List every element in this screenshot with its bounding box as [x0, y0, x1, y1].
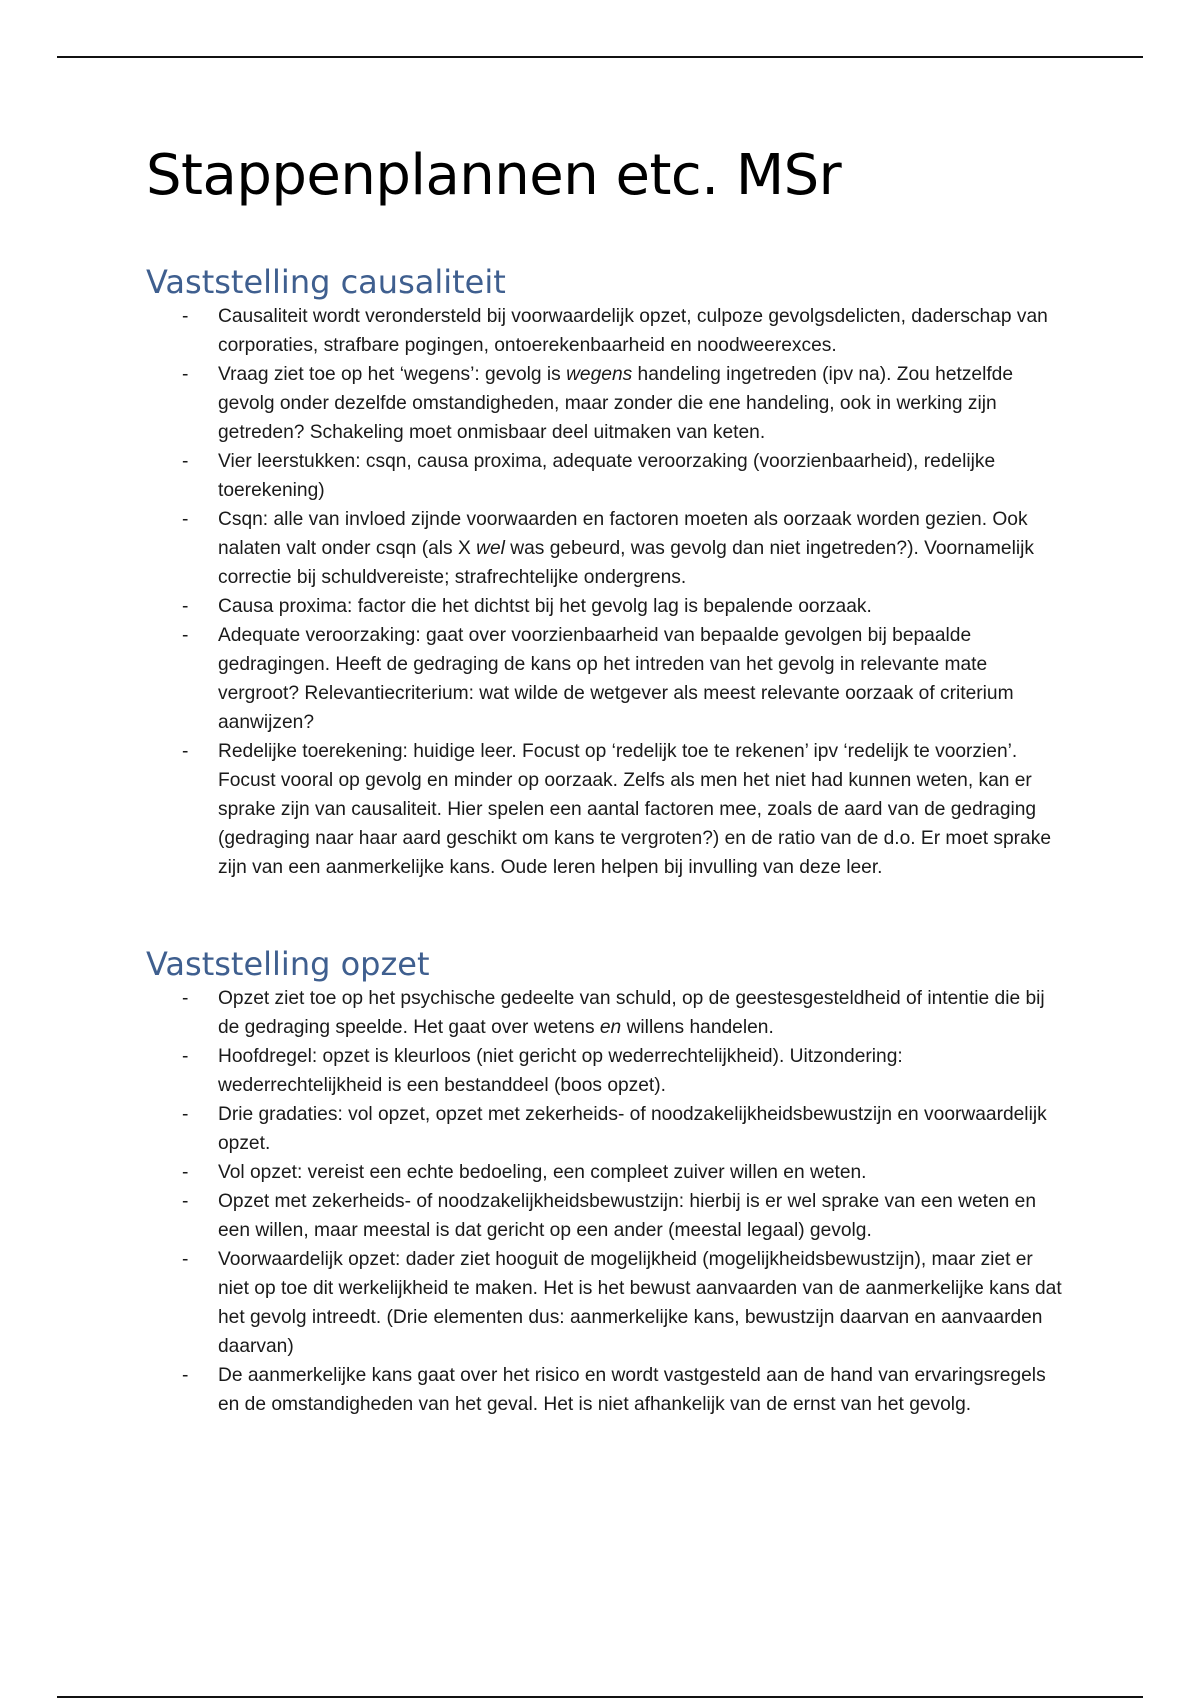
list-item	[146, 592, 1066, 621]
bullet-dash: -	[182, 1046, 189, 1067]
bullet-dash: -	[182, 306, 189, 327]
bullet-dash: -	[182, 596, 189, 617]
emphasis-text: wegens	[566, 364, 633, 385]
item-text: Vraag ziet toe op het ‘wegens’: gevolg is	[218, 364, 567, 385]
emphasis-text: en	[599, 1017, 622, 1038]
item-text: Causaliteit wordt verondersteld bij voorwaardelijk opzet, culpoze gevolgsdelicten, daderschap van corporaties, strafbare pogingen, ontoerekenbaarheid en noodweerexces.	[218, 306, 1048, 356]
bullet-dash: -	[182, 988, 189, 1009]
item-text: Csqn: alle van invloed zijnde voorwaarden en factoren moeten als oorzaak worden gezien. Ook nalaten valt onder csqn (als X	[218, 509, 1028, 559]
item-text: De aanmerkelijke kans gaat over het risico en wordt vastgesteld aan de hand van ervaringsregels en de omstandigheden van het geval. Het is niet afhankelijk van de ernst van het gevolg.	[218, 1365, 1046, 1415]
list-item	[146, 302, 1066, 360]
item-text: was gebeurd, was gevolg dan niet ingetreden?). Voornamelijk correctie bij schuldvereiste; strafrechtelijke ondergrens.	[218, 538, 1034, 588]
item-text: Redelijke toerekening: huidige leer. Focust op ‘redelijk toe te rekenen’ ipv ‘redelijk te voorzien’. Focust vooral op gevolg en minder op oorzaak. Zelfs als men het niet had kunnen weten, kan er sprake zijn van causaliteit. Hier spelen een aantal factoren mee, zoals de aard van de gedraging (gedraging naar haar aard geschikt om kans te vergroten?) en de ratio van de d.o. Er moet sprake zijn van een aanmerkelijke kans. Oude leren helpen bij invulling van deze leer.	[218, 741, 1051, 878]
list-item	[146, 1187, 1066, 1245]
item-text: Adequate veroorzaking: gaat over voorzienbaarheid van bepaalde gevolgen bij bepaalde gedragingen. Heeft de gedraging de kans op het intreden van het gevolg in relevante mate vergroot? Relevantiecriterium: wat wilde de wetgever als meest relevante oorzaak of criterium aanwijzen?	[218, 625, 1014, 733]
list-item	[146, 505, 1066, 592]
bullet-list-opzet	[146, 984, 1066, 1419]
item-text: Causa proxima: factor die het dichtst bij het gevolg lag is bepalende oorzaak.	[218, 596, 872, 617]
bullet-dash: -	[182, 741, 189, 762]
footer-rule	[57, 1696, 1143, 1698]
list-item	[146, 1158, 1066, 1187]
list-item	[146, 1245, 1066, 1361]
item-text: Hoofdregel: opzet is kleurloos (niet gericht op wederrechtelijkheid). Uitzondering: wederrechtelijkheid is een bestanddeel (boos opzet).	[218, 1046, 903, 1096]
list-item	[146, 360, 1066, 447]
list-item	[146, 1042, 1066, 1100]
bullet-list-causaliteit	[146, 302, 1066, 882]
item-text: Opzet ziet toe op het psychische gedeelte van schuld, op de geestesgesteldheid of intentie die bij de gedraging speelde. Het gaat over wetens	[218, 988, 1045, 1038]
document-title: Stappenplannen etc. MSr	[146, 143, 842, 208]
list-item	[146, 737, 1066, 882]
item-text: Voorwaardelijk opzet: dader ziet hooguit de mogelijkheid (mogelijkheidsbewustzijn), maar ziet er niet op toe dit werkelijkheid te maken. Het is het bewust aanvaarden van de aanmerkelijke kans dat het gevolg intreedt. (Drie elementen dus: aanmerkelijke kans, bewustzijn daarvan en aanvaarden daarvan)	[218, 1249, 1062, 1357]
list-item	[146, 1100, 1066, 1158]
item-text: Drie gradaties: vol opzet, opzet met zekerheids- of noodzakelijkheidsbewustzijn en voorwaardelijk opzet.	[218, 1104, 1047, 1154]
bullet-dash: -	[182, 1162, 189, 1183]
item-text: Vier leerstukken: csqn, causa proxima, adequate veroorzaking (voorzienbaarheid), redelijke toerekening)	[218, 451, 996, 501]
section-heading-opzet: Vaststelling opzet	[146, 945, 430, 983]
list-item	[146, 1361, 1066, 1419]
bullet-dash: -	[182, 509, 189, 530]
item-text: Vol opzet: vereist een echte bedoeling, een compleet zuiver willen en weten.	[218, 1162, 867, 1183]
list-item	[146, 984, 1066, 1042]
header-rule	[57, 56, 1143, 58]
section-heading-causaliteit: Vaststelling causaliteit	[146, 263, 506, 301]
bullet-dash: -	[182, 625, 189, 646]
bullet-dash: -	[182, 1191, 189, 1212]
item-text: Opzet met zekerheids- of noodzakelijkheidsbewustzijn: hierbij is er wel sprake van een weten en een willen, maar meestal is dat gericht op een ander (meestal legaal) gevolg.	[218, 1191, 1037, 1241]
bullet-dash: -	[182, 1365, 189, 1386]
item-text: handeling ingetreden (ipv na). Zou hetzelfde gevolg onder dezelfde omstandigheden, maar zonder die ene handeling, ook in werking zijn getreden? Schakeling moet onmisbaar deel uitmaken van keten.	[218, 364, 1014, 443]
bullet-dash: -	[182, 1104, 189, 1125]
list-item	[146, 621, 1066, 737]
bullet-dash: -	[182, 364, 189, 385]
emphasis-text: wel	[476, 538, 505, 559]
bullet-dash: -	[182, 451, 189, 472]
item-text: willens handelen.	[621, 1017, 774, 1038]
list-item	[146, 447, 1066, 505]
bullet-dash: -	[182, 1249, 189, 1270]
document-body	[146, 140, 1066, 1419]
